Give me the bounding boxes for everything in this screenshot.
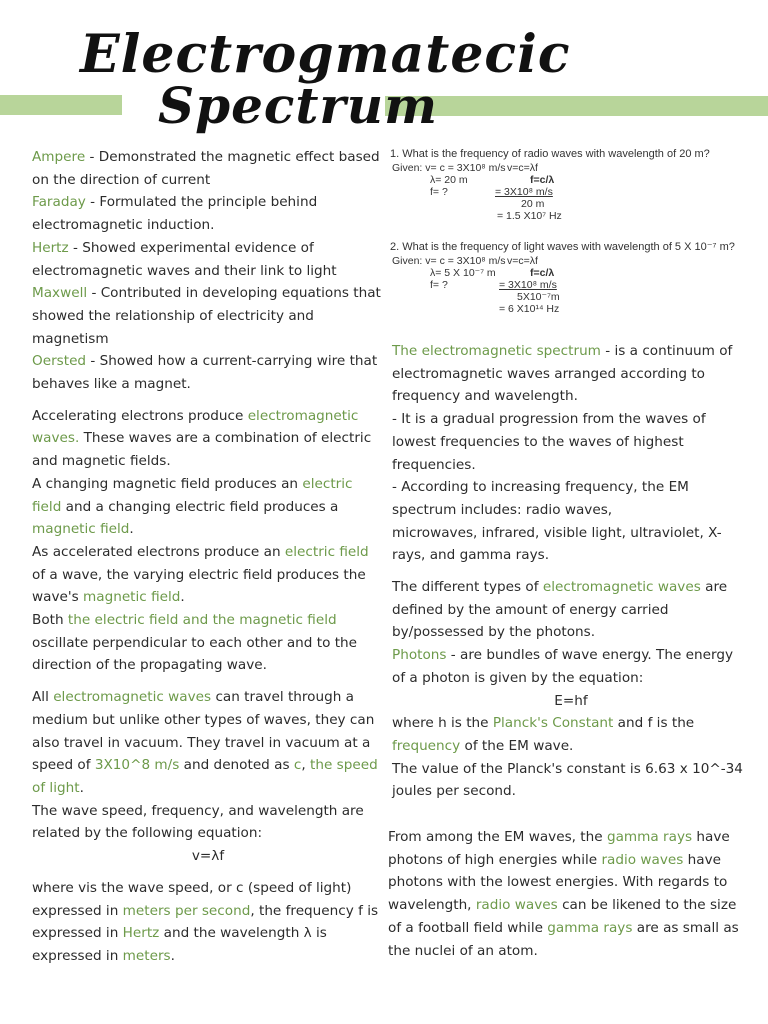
planck-paragraph: where h is the Planck's Constant and f is the frequency of the EM wave.: [392, 715, 695, 754]
changing-field-paragraph: A changing magnetic field produces an electric field and a changing electric field produces a magnetic field.: [32, 475, 353, 538]
energy-equation: E=hf: [554, 692, 588, 709]
problem-2: 2. What is the frequency of light waves with wavelength of 5 X 10⁻⁷ m? Given: v= c = 3X10⁸ m/s v=c=λf λ= 5 X 10⁻⁷ m f=c/λ f= ? = 3X10⁸ m/s 5X10⁻⁷m = 6 X10¹⁴ Hz: [390, 241, 762, 315]
title-band-left: [0, 95, 122, 115]
accelerated-electrons-paragraph: As accelerated electrons produce an electric field of a wave, the varying electric field produces the wave's magnetic field.: [32, 543, 369, 606]
right-column: [392, 340, 750, 803]
problem-1: 1. What is the frequency of radio waves with wavelength of 20 m? Given: v= c = 3X10⁸ m/s v=c=λf λ= 20 m f=c/λ f= ? = 3X10⁸ m/s 20 m = 1.5 X10⁷ Hz: [390, 148, 762, 222]
problem-2-question: 2. What is the frequency of light waves with wavelength of 5 X 10⁻⁷ m?: [390, 241, 735, 253]
title-band-right: [385, 96, 768, 116]
where-paragraph: where vis the wave speed, or c (speed of light) expressed in meters per second, the frequency f is expressed in Hertz and the wavelength λ is expressed in meters.: [32, 879, 379, 964]
gamma-radio-paragraph: From among the EM waves, the gamma rays have photons of high energies while radio waves have photons with the lowest energies. With regards to wavelength, radio waves can be likened to the size of a football field while gamma rays are as small as the nuclei of an atom.: [388, 829, 739, 959]
spectrum-includes: - According to increasing frequency, the EM spectrum includes: radio waves,: [392, 479, 689, 518]
oersted-item: Oersted - Showed how a current-carrying wire that behaves like a magnet.: [32, 353, 378, 393]
oscillate-paragraph: Both the electric field and the magnetic field oscillate perpendicular to each other and to the direction of the propagating wave.: [32, 612, 358, 674]
em-waves-paragraph: All electromagnetic waves can travel through a medium but unlike other types of waves, they can also travel in vacuum. They travel in vacuum at a speed of 3X10^8 m/s and denoted as c, the speed of light.: [32, 689, 378, 796]
planck-value: The value of the Planck's constant is 6.63 x 10^-34 joules per second.: [392, 760, 743, 800]
title-line-1: Electrogmatecic: [80, 24, 571, 85]
left-column: [32, 146, 384, 968]
gradual-progression: - It is a gradual progression from the waves of lowest frequencies to the waves of highest frequencies.: [392, 411, 706, 473]
wave-equation: v=λf: [191, 848, 225, 865]
spectrum-list: microwaves, infrared, visible light, ultraviolet, X-rays, and gamma rays.: [392, 524, 722, 564]
title-line-2: Spectrum: [158, 76, 439, 135]
wave-speed-paragraph: The wave speed, frequency, and wavelength are related by the following equation:: [32, 802, 364, 842]
ampere-item: Ampere - Demonstrated the magnetic effect based on the direction of current: [32, 149, 380, 188]
right-column-bottom: [388, 826, 748, 962]
problem-1-question: 1. What is the frequency of radio waves with wavelength of 20 m?: [390, 148, 710, 160]
spectrum-definition: The electromagnetic spectrum - is a continuum of electromagnetic waves arranged according to frequency and wavelength.: [392, 343, 733, 405]
accelerating-paragraph: Accelerating electrons produce electromagnetic waves. These waves are a combination of electric and magnetic fields.: [32, 407, 372, 470]
types-paragraph: The different types of electromagnetic waves are defined by the amount of energy carried by/possessed by the photons.: [392, 579, 728, 641]
photons-paragraph: Photons - are bundles of wave energy. The energy of a photon is given by the equation:: [392, 647, 734, 686]
maxwell-item: Maxwell - Contributed in developing equations that showed the relationship of electricity and magnetism: [32, 285, 381, 347]
faraday-item: Faraday - Formulated the principle behind electromagnetic induction.: [32, 194, 318, 234]
hertz-item: Hertz - Showed experimental evidence of electromagnetic waves and their link to light: [32, 239, 337, 279]
